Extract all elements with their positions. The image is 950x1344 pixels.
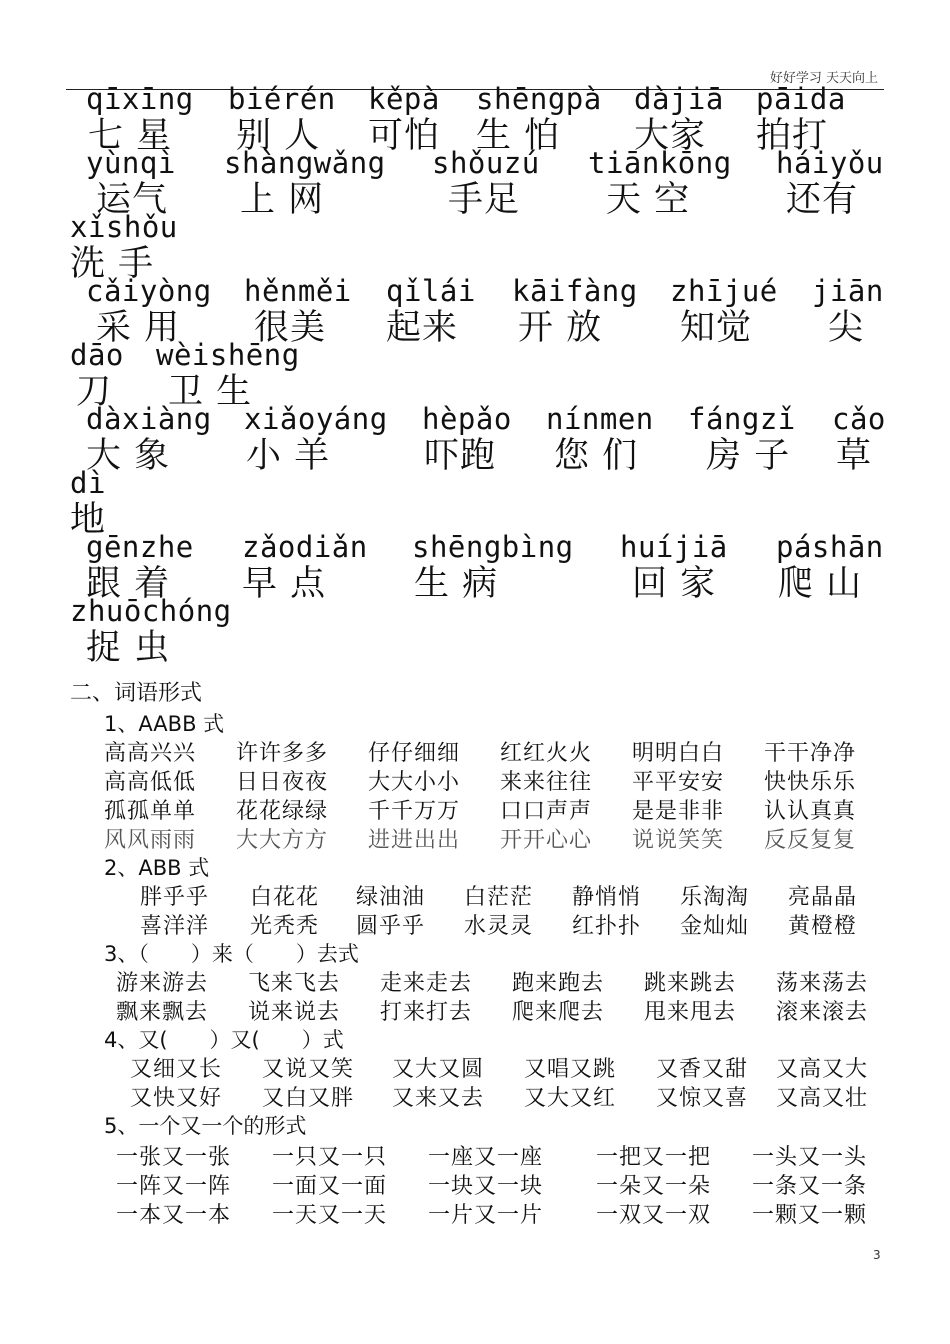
hanzi-word: 回 家: [632, 564, 717, 604]
hanzi-word: 运气: [96, 180, 169, 220]
hanzi-word: 很美: [254, 308, 327, 348]
word-item: 认认真真: [764, 799, 857, 824]
pinyin-word: tiānkōng: [588, 146, 732, 180]
pinyin-word: shēngbìng: [412, 530, 574, 564]
word-item: 大大小小: [368, 770, 461, 795]
pinyin-word: gēnzhe: [86, 530, 194, 564]
word-item: 孤孤单单: [104, 799, 197, 824]
word-item: 跑来跑去: [512, 971, 605, 996]
word-item: 一块又一块: [428, 1174, 544, 1199]
word-item: 喜洋洋: [140, 914, 210, 939]
word-item: 口口声声: [500, 799, 593, 824]
pinyin-word: shàngwǎng: [224, 146, 386, 180]
pinyin-word: hěnměi: [244, 274, 352, 308]
pinyin-word: xiǎoyáng: [244, 402, 388, 436]
word-item: 日日夜夜: [236, 770, 329, 795]
hanzi-word: 大 象: [86, 436, 171, 476]
pinyin-word: hèpǎo: [422, 402, 512, 436]
hanzi-word: 上 网: [240, 180, 325, 220]
word-item: 白茫茫: [464, 885, 534, 910]
word-item: 又高又壮: [776, 1086, 869, 1111]
word-item: 又大又圆: [392, 1057, 485, 1082]
word-item: 仔仔细细: [368, 741, 461, 766]
word-item: 绿油油: [356, 885, 426, 910]
word-item: 又香又甜: [656, 1057, 749, 1082]
word-item: 来来往往: [500, 770, 593, 795]
hanzi-word: 小 羊: [246, 436, 331, 476]
word-item: 又快又好: [130, 1086, 223, 1111]
pinyin-word: kěpà: [368, 82, 440, 116]
word-item: 光秃秃: [250, 914, 320, 939]
word-item: 一颗又一颗: [752, 1203, 868, 1228]
pinyin-word: cǎiyòng: [86, 274, 212, 308]
hanzi-word: 起来: [386, 308, 459, 348]
word-item: 走来走去: [380, 971, 473, 996]
pinyin-word: nínmen: [546, 402, 654, 436]
word-item: 亮晶晶: [788, 885, 858, 910]
header-motto: 好好学习 天天向上: [769, 71, 878, 86]
hanzi-word: 天 空: [606, 180, 691, 220]
pinyin-word: jiān: [812, 274, 884, 308]
hanzi-word: 采 用: [96, 308, 181, 348]
word-item: 又白又胖: [262, 1086, 355, 1111]
pinyin-word: fángzǐ: [688, 402, 796, 436]
group-title: 3、（ ）来（ ）去式: [104, 942, 359, 966]
word-item: 飞来飞去: [248, 971, 341, 996]
word-item: 说来说去: [248, 1000, 341, 1025]
pinyin-word: dì: [70, 466, 106, 500]
word-item: 一条又一条: [752, 1174, 868, 1199]
word-item: 平平安安: [632, 770, 725, 795]
word-item: 游来游去: [116, 971, 209, 996]
word-item: 一阵又一阵: [116, 1174, 232, 1199]
pinyin-word: páshān: [776, 530, 884, 564]
group-title: 1、AABB 式: [104, 712, 225, 736]
word-item: 大大方方: [236, 828, 329, 853]
pinyin-word: huíjiā: [620, 530, 728, 564]
pinyin-word: wèishēng: [156, 338, 300, 372]
word-item: 红扑扑: [572, 914, 642, 939]
pinyin-word: qīxīng: [86, 82, 194, 116]
word-item: 白花花: [250, 885, 320, 910]
group-title: 4、又( ）又( ）式: [104, 1028, 344, 1052]
word-item: 滚来滚去: [776, 1000, 869, 1025]
word-item: 静悄悄: [572, 885, 642, 910]
word-item: 是是非非: [632, 799, 725, 824]
word-item: 又惊又喜: [656, 1086, 749, 1111]
word-item: 荡来荡去: [776, 971, 869, 996]
word-item: 乐淘淘: [680, 885, 750, 910]
hanzi-word: 手足: [448, 180, 521, 220]
word-item: 说说笑笑: [632, 828, 725, 853]
hanzi-word: 拍打: [756, 116, 829, 156]
pinyin-word: dàjiā: [634, 82, 724, 116]
word-item: 胖乎乎: [140, 885, 210, 910]
hanzi-word: 跟 着: [86, 564, 171, 604]
pinyin-word: zhījué: [670, 274, 778, 308]
pinyin-word: dāo: [70, 338, 124, 372]
word-item: 又来又去: [392, 1086, 485, 1111]
word-item: 飘来飘去: [116, 1000, 209, 1025]
hanzi-word: 七 星: [88, 116, 173, 156]
word-item: 一张又一张: [116, 1145, 232, 1170]
word-item: 进进出出: [368, 828, 461, 853]
pinyin-word: zhuōchóng: [70, 594, 232, 628]
word-item: 一只又一只: [272, 1145, 388, 1170]
word-item: 一片又一片: [428, 1203, 544, 1228]
word-item: 又大又红: [524, 1086, 617, 1111]
pinyin-word: pāida: [756, 82, 846, 116]
group-title: 5、一个又一个的形式: [104, 1114, 307, 1138]
hanzi-word: 洗 手: [70, 244, 155, 284]
hanzi-word: 知觉: [680, 308, 753, 348]
pinyin-word: cǎo: [832, 402, 886, 436]
hanzi-word: 爬 山: [778, 564, 863, 604]
word-item: 跳来跳去: [644, 971, 737, 996]
word-item: 一双又一双: [596, 1203, 712, 1228]
hanzi-word: 房 子: [706, 436, 791, 476]
hanzi-word: 开 放: [518, 308, 603, 348]
word-item: 一面又一面: [272, 1174, 388, 1199]
section-title: 二、词语形式: [70, 681, 203, 706]
pinyin-word: dàxiàng: [86, 402, 212, 436]
page-number: 3: [873, 1248, 881, 1262]
word-item: 金灿灿: [680, 914, 750, 939]
word-item: 水灵灵: [464, 914, 534, 939]
word-item: 圆乎乎: [356, 914, 426, 939]
word-item: 又说又笑: [262, 1057, 355, 1082]
word-item: 花花绿绿: [236, 799, 329, 824]
hanzi-word: 刀: [76, 372, 113, 412]
word-item: 爬来爬去: [512, 1000, 605, 1025]
pinyin-word: xǐshǒu: [70, 210, 178, 244]
hanzi-word: 生 病: [414, 564, 499, 604]
word-item: 干干净净: [764, 741, 857, 766]
hanzi-word: 卫 生: [168, 372, 253, 412]
word-item: 打来打去: [380, 1000, 473, 1025]
hanzi-word: 地: [70, 500, 107, 540]
word-item: 明明白白: [632, 741, 725, 766]
pinyin-word: biérén: [228, 82, 336, 116]
pinyin-word: qǐlái: [386, 274, 476, 308]
pinyin-word: yùnqì: [86, 146, 176, 180]
word-item: 黄橙橙: [788, 914, 858, 939]
pinyin-word: háiyǒu: [776, 146, 884, 180]
hanzi-word: 还有: [786, 180, 859, 220]
pinyin-word: kāifàng: [512, 274, 638, 308]
hanzi-word: 尖: [828, 308, 865, 348]
hanzi-word: 可怕: [368, 116, 441, 156]
word-item: 一本又一本: [116, 1203, 232, 1228]
word-item: 开开心心: [500, 828, 593, 853]
word-item: 高高低低: [104, 770, 197, 795]
word-item: 快快乐乐: [764, 770, 857, 795]
hanzi-word: 生 怕: [476, 116, 561, 156]
word-item: 一座又一座: [428, 1145, 544, 1170]
pinyin-word: zǎodiǎn: [242, 530, 368, 564]
word-item: 又细又长: [130, 1057, 223, 1082]
word-item: 红红火火: [500, 741, 593, 766]
hanzi-word: 别 人: [236, 116, 321, 156]
hanzi-word: 早 点: [242, 564, 327, 604]
word-item: 甩来甩去: [644, 1000, 737, 1025]
word-item: 一朵又一朵: [596, 1174, 712, 1199]
word-item: 又唱又跳: [524, 1057, 617, 1082]
word-item: 千千万万: [368, 799, 461, 824]
pinyin-word: shǒuzú: [432, 146, 540, 180]
word-item: 一天又一天: [272, 1203, 388, 1228]
word-item: 一头又一头: [752, 1145, 868, 1170]
hanzi-word: 您 们: [554, 436, 639, 476]
pinyin-word: shēngpà: [476, 82, 602, 116]
word-item: 许许多多: [236, 741, 329, 766]
word-item: 反反复复: [764, 828, 857, 853]
hanzi-word: 捉 虫: [86, 628, 171, 668]
hanzi-word: 吓跑: [424, 436, 497, 476]
word-item: 风风雨雨: [104, 828, 197, 853]
word-item: 一把又一把: [596, 1145, 712, 1170]
hanzi-word: 草: [836, 436, 873, 476]
hanzi-word: 大家: [634, 116, 707, 156]
group-title: 2、ABB 式: [104, 856, 210, 880]
word-item: 又高又大: [776, 1057, 869, 1082]
word-item: 高高兴兴: [104, 741, 197, 766]
